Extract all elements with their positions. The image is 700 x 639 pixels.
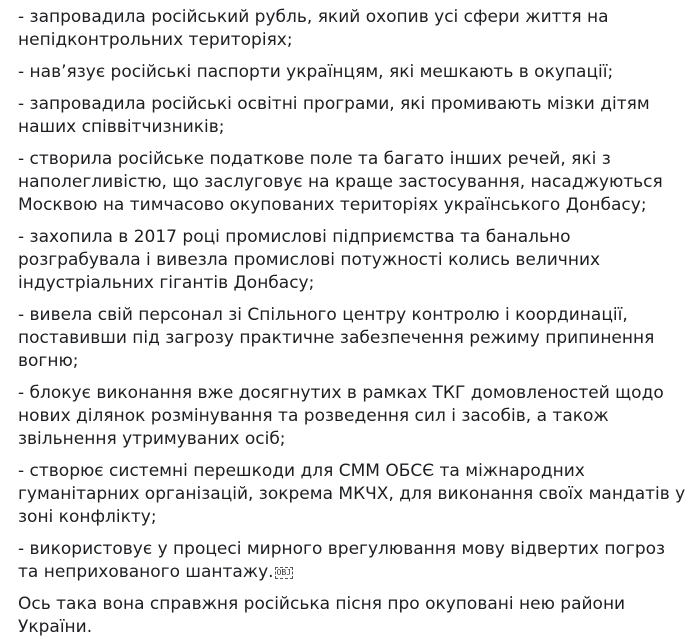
list-item-ruble: - запровадила російський рубль, який охопив усі сфери життя на непідконтрольних територіях; <box>18 7 609 50</box>
list-item-tkg: - блокує виконання вже досягнутих в рамках ТКГ домовленостей щодо нових ділянок розмінування та розведення сил і засобів, а також звільнення утримуваних осіб; <box>18 383 664 449</box>
list-item-tax: - створила російське податкове поле та багато інших речей, які з наполегливістю, що заслуговує на краще застосування, насаджуються Москвою на тимчасово окупованих територіях українського Донбасу; <box>18 149 663 215</box>
list-item-osce: - створює системні перешкоди для СММ ОБСЄ та міжнародних гуманітарних організацій, зокрема МКЧХ, для виконання своїх мандатів у зоні конфлікту; <box>18 461 686 527</box>
list-item-education: - запровадила російські освітні програми, які промивають мізки дітям наших співвітчизників; <box>18 94 650 137</box>
closing-paragraph: Ось така вона справжня російська пісня про окуповані нею райони України. <box>18 594 626 637</box>
list-item-blackmail-text: - використовує у процесі мирного врегулювання мову відвертих погроз та неприхованого шантажу. <box>18 539 666 582</box>
list-item-passports: - нав’язує російські паспорти українцям, які мешкають в окупації; <box>18 62 614 82</box>
list-item-jccc: - вивела свій персонал зі Спільного центру контролю і координації, поставивши під загрозу практичне забезпечення режиму припинення вогню; <box>18 305 655 371</box>
list-item-blackmail <box>18 538 688 584</box>
object-placeholder-icon: OBJ <box>276 568 292 577</box>
list-item-industry: - захопила в 2017 році промислові підприємства та банально розграбувала і вивезла промислові потужності колись величних індустріальних гігантів Донбасу; <box>18 227 601 293</box>
